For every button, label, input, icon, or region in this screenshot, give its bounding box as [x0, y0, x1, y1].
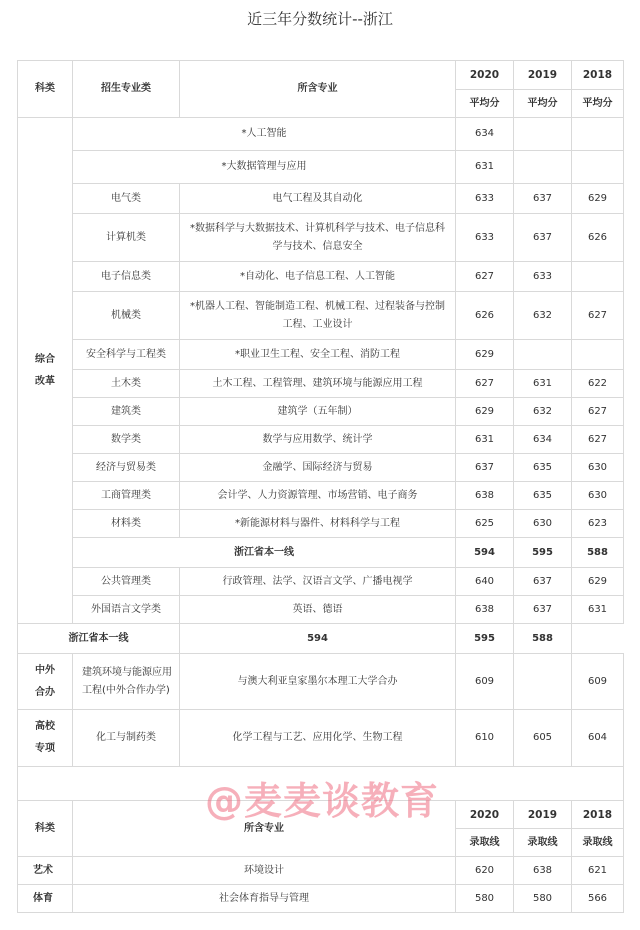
header2-year-2019: 2019 [514, 801, 572, 829]
majors-cell: 土木工程、工程管理、建筑环境与能源应用工程 [180, 370, 456, 398]
major-group-cell: 经济与贸易类 [73, 454, 180, 482]
majors-cell: 社会体育指导与管理 [73, 885, 456, 913]
table-row [18, 857, 624, 885]
score-2020: 609 [456, 654, 514, 710]
score-2018: 629 [572, 568, 624, 596]
majors-cell: *数据科学与大数据技术、计算机科学与技术、电子信息科学与技术、信息安全 [180, 214, 456, 262]
major-group-cell: 机械类 [73, 292, 180, 340]
table-row [18, 398, 624, 426]
line-label: 浙江省本一线 [18, 624, 180, 654]
score-2020: 634 [456, 118, 514, 151]
majors-cell: 金融学、国际经济与贸易 [180, 454, 456, 482]
major-group-cell: 土木类 [73, 370, 180, 398]
score-2020: 640 [456, 568, 514, 596]
table-row [18, 292, 624, 340]
score-2019: 631 [514, 370, 572, 398]
score-2019: 638 [514, 857, 572, 885]
major-group-cell: 计算机类 [73, 214, 180, 262]
score-2019: 637 [514, 184, 572, 214]
header2-majors: 所含专业 [73, 801, 456, 857]
major-group-cell: 材料类 [73, 510, 180, 538]
table-row [18, 568, 624, 596]
major-group-cell: 建筑类 [73, 398, 180, 426]
majors-cell: 化学工程与工艺、应用化学、生物工程 [180, 710, 456, 767]
header-year-2018: 2018 [572, 61, 624, 90]
majors-cell: 数学与应用数学、统计学 [180, 426, 456, 454]
score-2019: 637 [514, 568, 572, 596]
score-2019: 637 [514, 596, 572, 624]
score-2018: 627 [572, 292, 624, 340]
score-2020: 625 [456, 510, 514, 538]
header-majors: 所含专业 [180, 61, 456, 118]
majors-cell: *机器人工程、智能制造工程、机械工程、过程装备与控制工程、工业设计 [180, 292, 456, 340]
majors-cell: *自动化、电子信息工程、人工智能 [180, 262, 456, 292]
header2-year-2018: 2018 [572, 801, 624, 829]
score-2019: 605 [514, 710, 572, 767]
majors-cell: 电气工程及其自动化 [180, 184, 456, 214]
group-label-zonghe: 综合改革 [18, 118, 73, 624]
majors-cell: *职业卫生工程、安全工程、消防工程 [180, 340, 456, 370]
score-2019: 633 [514, 262, 572, 292]
majors-cell: *新能源材料与器件、材料科学与工程 [180, 510, 456, 538]
score-2018: 621 [572, 857, 624, 885]
header-major-group: 招生专业类 [73, 61, 180, 118]
score-2018 [572, 118, 624, 151]
table-row [18, 370, 624, 398]
table-row [18, 151, 624, 184]
table-row [18, 340, 624, 370]
header-avg-2018: 平均分 [572, 90, 624, 118]
score-2019: 635 [514, 454, 572, 482]
score-2018: 630 [572, 454, 624, 482]
score-2019: 632 [514, 398, 572, 426]
majors-cell: 与澳大利亚皇家墨尔本理工大学合办 [180, 654, 456, 710]
majors-cell: 环境设计 [73, 857, 456, 885]
table-row [18, 596, 624, 624]
table-row [18, 118, 624, 151]
major-group-cell: 安全科学与工程类 [73, 340, 180, 370]
score-2018: 622 [572, 370, 624, 398]
table-row [18, 482, 624, 510]
score-2018 [572, 262, 624, 292]
score-2020: 627 [456, 262, 514, 292]
score-2018: 623 [572, 510, 624, 538]
score-2018: 626 [572, 214, 624, 262]
score-2019 [514, 340, 572, 370]
table-row [18, 262, 624, 292]
header2-line-2020: 录取线 [456, 829, 514, 857]
score-2020: 629 [456, 340, 514, 370]
score-2019 [514, 151, 572, 184]
score-2019: 637 [514, 214, 572, 262]
score-2019: 580 [514, 885, 572, 913]
line-2020: 594 [456, 538, 514, 568]
major-group-cell: 工商管理类 [73, 482, 180, 510]
header-year-2020: 2020 [456, 61, 514, 90]
majors-cell: *人工智能 [73, 118, 456, 151]
score-2020: 637 [456, 454, 514, 482]
score-2018: 627 [572, 398, 624, 426]
score-2020: 638 [456, 482, 514, 510]
score-2020: 638 [456, 596, 514, 624]
score-2020: 633 [456, 184, 514, 214]
group-label-gaoxiao: 高校专项 [18, 710, 73, 767]
score-2018: 630 [572, 482, 624, 510]
score-2020: 610 [456, 710, 514, 767]
table-row [18, 184, 624, 214]
score-2019: 630 [514, 510, 572, 538]
line-2018: 588 [572, 538, 624, 568]
category-cell: 艺术 [18, 857, 73, 885]
score-2020: 627 [456, 370, 514, 398]
majors-cell: *大数据管理与应用 [73, 151, 456, 184]
score-2018: 629 [572, 184, 624, 214]
score-2020: 626 [456, 292, 514, 340]
score-2018: 627 [572, 426, 624, 454]
table-row [18, 885, 624, 913]
score-2018 [572, 340, 624, 370]
watermark: @麦麦谈教育 [205, 779, 440, 823]
score-2018 [572, 151, 624, 184]
score-2018: 566 [572, 885, 624, 913]
group-label-zhongwai: 中外合办 [18, 654, 73, 710]
header2-category: 科类 [18, 801, 73, 857]
score-2018: 609 [572, 654, 624, 710]
score-2019: 635 [514, 482, 572, 510]
score-2020: 629 [456, 398, 514, 426]
majors-cell: 会计学、人力资源管理、市场营销、电子商务 [180, 482, 456, 510]
line-label: 浙江省本一线 [73, 538, 456, 568]
header2-line-2019: 录取线 [514, 829, 572, 857]
major-group-cell: 数学类 [73, 426, 180, 454]
table-row [18, 654, 624, 710]
major-group-cell: 外国语言文学类 [73, 596, 180, 624]
header2-year-2020: 2020 [456, 801, 514, 829]
header-category: 科类 [18, 61, 73, 118]
score-2019: 634 [514, 426, 572, 454]
line-2018: 588 [514, 624, 572, 654]
header-year-2019: 2019 [514, 61, 572, 90]
header-avg-2019: 平均分 [514, 90, 572, 118]
table-row-line [18, 538, 624, 568]
line-2020: 594 [180, 624, 456, 654]
page-title: 近三年分数统计--浙江 [247, 10, 393, 28]
table-row [18, 214, 624, 262]
header2-line-2018: 录取线 [572, 829, 624, 857]
line-2019: 595 [514, 538, 572, 568]
header-row [18, 61, 624, 90]
majors-cell: 建筑学（五年制） [180, 398, 456, 426]
score-2020: 631 [456, 151, 514, 184]
score-2019 [514, 654, 572, 710]
majors-cell: 行政管理、法学、汉语言文学、广播电视学 [180, 568, 456, 596]
score-2019: 632 [514, 292, 572, 340]
score-2020: 633 [456, 214, 514, 262]
major-group-cell: 电子信息类 [73, 262, 180, 292]
major-group-cell: 建筑环境与能源应用工程(中外合作办学) [73, 654, 180, 710]
score-2018: 604 [572, 710, 624, 767]
score-2019 [514, 118, 572, 151]
score-2020: 620 [456, 857, 514, 885]
score-2020: 580 [456, 885, 514, 913]
table-row [18, 454, 624, 482]
major-group-cell: 化工与制药类 [73, 710, 180, 767]
majors-cell: 英语、德语 [180, 596, 456, 624]
category-cell: 体育 [18, 885, 73, 913]
table-row [18, 426, 624, 454]
table-row [18, 710, 624, 767]
score-2018: 631 [572, 596, 624, 624]
header-avg-2020: 平均分 [456, 90, 514, 118]
major-group-cell: 公共管理类 [73, 568, 180, 596]
table-row-line [18, 624, 624, 654]
major-group-cell: 电气类 [73, 184, 180, 214]
table-row [18, 510, 624, 538]
line-2019: 595 [456, 624, 514, 654]
score-2020: 631 [456, 426, 514, 454]
